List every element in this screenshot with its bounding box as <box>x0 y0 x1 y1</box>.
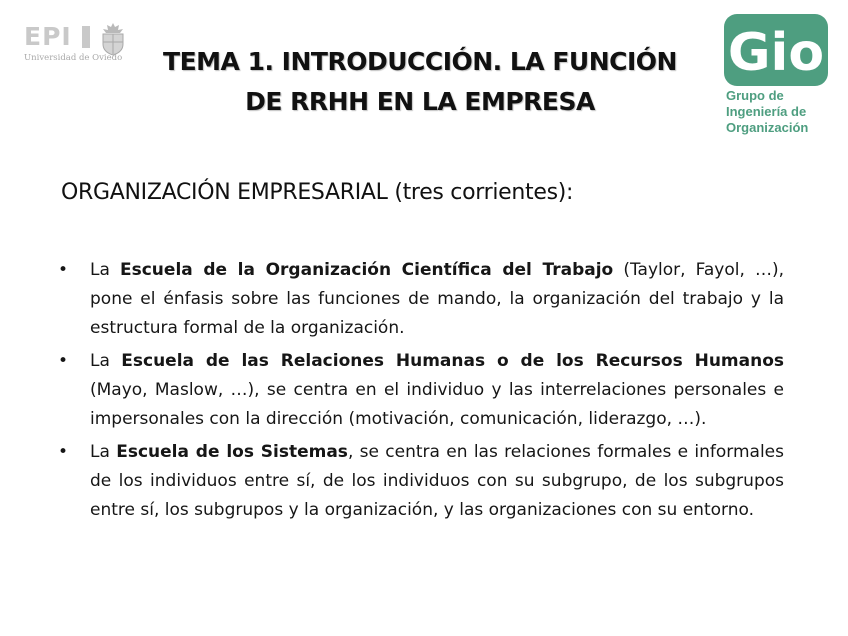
epi-university-logo <box>24 22 130 68</box>
bullet-text: , se centra en las relaciones formales e informales de los individuos entre sí, de los individuos con su subgrupo, de los subgrupos entre sí, los subgrupos y la organización, y las organizaciones con su entorno. <box>90 442 785 520</box>
title-line-2: DE RRHH EN LA EMPRESA <box>245 87 595 116</box>
bullet-prefix: La <box>90 351 122 371</box>
gio-logo-mark-text: Gio <box>727 23 825 83</box>
epi-logo-bar <box>82 26 90 48</box>
page-title <box>140 42 700 122</box>
title-line-1: TEMA 1. INTRODUCCIÓN. LA FUNCIÓN <box>163 47 677 76</box>
bullet-icon: • <box>58 260 69 280</box>
gio-caption-line-1: Grupo de <box>726 88 784 103</box>
bullet-prefix: La <box>90 260 120 280</box>
gio-logo-mark <box>724 14 828 86</box>
gio-caption-line-2: Ingeniería de <box>726 104 807 119</box>
bullet-prefix: La <box>90 442 117 462</box>
bullet-bold: Escuela de la Organización Científica del Trabajo <box>120 260 614 280</box>
university-name: Universidad de Oviedo <box>24 53 123 63</box>
list-item <box>56 347 784 434</box>
bullet-icon: • <box>58 442 69 462</box>
gio-logo <box>724 14 834 144</box>
bullet-icon: • <box>58 351 69 371</box>
list-item <box>56 256 784 343</box>
bullet-text: (Taylor, Fayol, …), pone el énfasis sobre las funciones de mando, la organización del trabajo y la estructura formal de la organización. <box>90 260 784 338</box>
list-item <box>56 438 784 525</box>
bullet-bold: Escuela de las Relaciones Humanas o de los Recursos Humanos <box>121 351 785 371</box>
bullet-bold: Escuela de los Sistemas <box>116 442 348 462</box>
bullet-list <box>56 256 784 529</box>
bullet-text: (Mayo, Maslow, …), se centra en el individuo y las interrelaciones personales e impersonales con la dirección (motivación, comunicación, liderazgo, …). <box>90 380 784 429</box>
section-heading: ORGANIZACIÓN EMPRESARIAL (tres corrientes): <box>61 180 574 205</box>
gio-logo-caption <box>726 88 808 136</box>
epi-logo-text: EPI <box>24 22 72 51</box>
gio-caption-line-3: Organización <box>726 120 809 135</box>
university-crest-icon <box>98 22 128 56</box>
